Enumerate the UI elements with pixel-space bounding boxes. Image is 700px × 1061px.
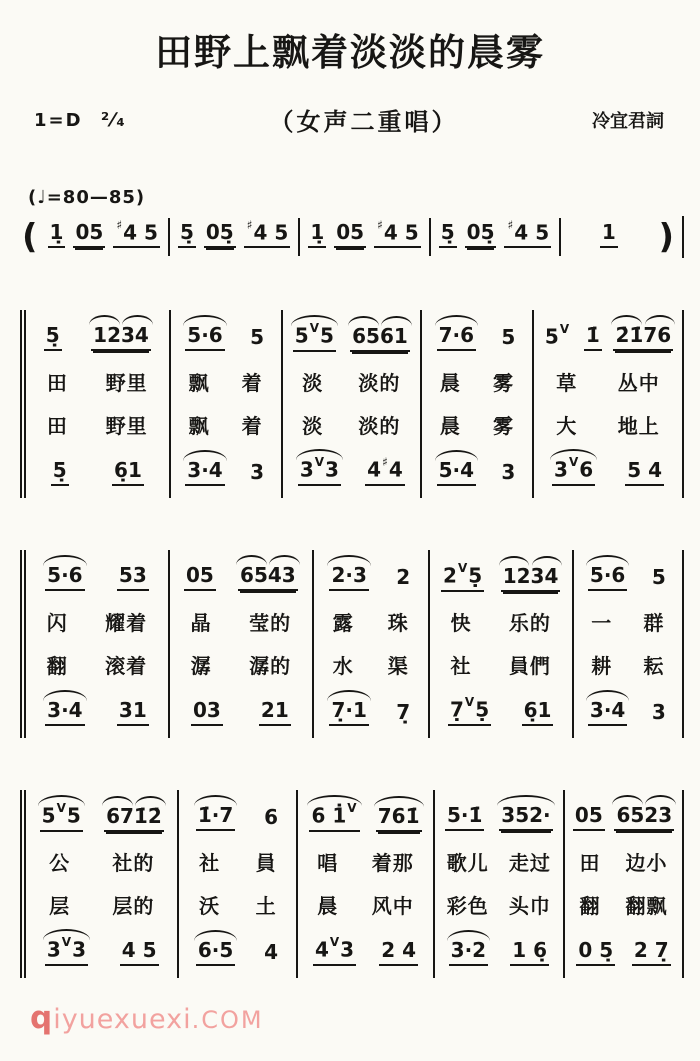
- voice1-notes: [180, 790, 295, 838]
- note-group: 5: [44, 325, 62, 351]
- lyrics-line2: [575, 645, 681, 684]
- lyric-word: 淡: [302, 413, 324, 438]
- measure: [179, 790, 298, 978]
- note-group: 05: [334, 222, 366, 248]
- lyric-word: 飘: [188, 371, 210, 395]
- breath-mark-icon: V: [347, 801, 357, 815]
- measure: [26, 790, 179, 978]
- note-group: 05: [573, 805, 605, 831]
- voice2-notes: [27, 448, 168, 498]
- sharp-sign-icon: ♯: [116, 217, 123, 232]
- note-group: 1234: [501, 566, 561, 592]
- lyric-word: 乐的: [508, 611, 551, 636]
- lyric-word: 耘: [643, 654, 665, 678]
- sharp-sign-icon: ♯: [246, 217, 253, 232]
- note-group: 761: [376, 806, 422, 832]
- measure: [26, 550, 170, 738]
- measure: [314, 550, 430, 738]
- note-group: $2^V5$: [441, 565, 484, 592]
- voice2-notes: [180, 928, 295, 978]
- key-label: 1=D: [34, 109, 83, 131]
- note-group: 1: [48, 222, 66, 248]
- note-group: 5·1: [445, 805, 484, 831]
- note-group: 3·4: [588, 700, 627, 726]
- voice1-notes: [431, 550, 571, 599]
- note-group: 5: [178, 222, 196, 248]
- lyrics-line2: [180, 885, 295, 924]
- note-group: 5: [651, 565, 666, 589]
- measure: [171, 310, 283, 498]
- note-group: 03: [191, 700, 223, 726]
- voice2-notes: [423, 448, 531, 498]
- lyric-word: 野里: [105, 371, 148, 395]
- voice2-notes: [172, 448, 280, 498]
- lyric-word: 晨: [439, 371, 461, 395]
- voice2-notes: [535, 447, 681, 498]
- lyrics-line1: [171, 602, 311, 641]
- intro-measures: [40, 218, 657, 257]
- lyric-word: 唱: [317, 851, 339, 876]
- voice1-notes: [171, 550, 311, 598]
- lyric-word: 淡: [302, 371, 324, 396]
- header-row: [34, 102, 664, 137]
- note-group: 05: [184, 565, 216, 591]
- note-group: 3·4: [185, 460, 224, 486]
- note-group: 5·6: [185, 325, 224, 351]
- note-group: $4^V3$: [313, 939, 356, 966]
- lyric-word: 土: [255, 894, 277, 918]
- intro-measure: [170, 218, 300, 257]
- note-group: 6 $1^V$: [309, 805, 359, 832]
- note-group: 5·4: [437, 460, 476, 486]
- lyrics-line1: [284, 362, 419, 401]
- voice2-notes: [575, 688, 681, 738]
- lyric-word: 雾: [492, 414, 514, 438]
- note-group: 6712: [104, 806, 164, 832]
- lyric-word: 渠: [387, 654, 409, 678]
- voice1-notes: [535, 310, 681, 358]
- measure: [283, 310, 422, 498]
- lyric-word: 淡的: [358, 413, 401, 438]
- lyric-word: 层: [49, 893, 71, 918]
- lyrics-line2: [172, 405, 280, 444]
- note-group: 7·6: [437, 325, 476, 351]
- note-group: 2·3: [329, 565, 368, 591]
- sharp-sign-icon: ♯: [507, 217, 514, 232]
- voice1-notes: [566, 790, 681, 838]
- note-group: 4: [264, 940, 278, 964]
- breath-mark-icon: V: [457, 561, 468, 575]
- lyric-word: 田: [46, 371, 68, 395]
- note-group: 5: [51, 460, 69, 486]
- note-group: 5 4: [625, 460, 664, 486]
- note-group: 0 5: [576, 940, 615, 966]
- lyric-word: 走过: [508, 851, 551, 875]
- breath-mark-icon: V: [61, 935, 72, 950]
- note-group: 1: [308, 222, 326, 248]
- note-group: $3^V3$: [298, 459, 341, 486]
- measure: [435, 790, 565, 978]
- note-group: 61: [522, 700, 554, 726]
- lyric-word: 晨: [439, 414, 461, 438]
- note-group: 05: [73, 222, 105, 248]
- voice1-notes: [172, 310, 280, 358]
- note-group: 2 4: [379, 940, 418, 966]
- intro-measure: [561, 218, 656, 256]
- voice1-notes: [299, 790, 431, 839]
- note-group: $3^V6$: [552, 459, 595, 486]
- lyric-word: 翻: [46, 654, 68, 678]
- lyric-word: 闪: [46, 611, 68, 635]
- note-group: 2176: [613, 325, 673, 351]
- lyric-word: 露: [332, 611, 354, 635]
- intro-measure: [40, 218, 170, 257]
- lyric-word: 草: [556, 370, 578, 395]
- lyrics-line2: [535, 405, 681, 444]
- lyrics-line2: [171, 645, 311, 684]
- note-group: 31: [117, 700, 149, 726]
- lyric-word: 风中: [371, 893, 414, 918]
- lyrics-line2: [27, 885, 176, 924]
- lyrics-line1: [180, 842, 295, 881]
- intro-measure: [431, 218, 561, 257]
- voice2-notes: [299, 927, 431, 978]
- lyric-word: 沃: [199, 894, 221, 918]
- note-group: $7^V5$: [448, 699, 491, 726]
- sharp-sign-icon: ♯: [382, 455, 388, 470]
- note-group: 21: [259, 700, 291, 726]
- note-group: 05: [204, 222, 236, 248]
- voice2-notes: [436, 928, 562, 978]
- lyrics-line1: [436, 842, 562, 881]
- note-group: 1: [584, 325, 602, 351]
- lyric-word: 社的: [112, 851, 155, 876]
- music-system: [20, 550, 684, 738]
- lyric-word: 头巾: [508, 894, 551, 918]
- voice1-notes: [436, 790, 562, 838]
- close-paren: ): [658, 217, 674, 257]
- voice1-notes: [575, 550, 681, 598]
- note-group: $3^V3$: [45, 939, 88, 966]
- measure: [298, 790, 434, 978]
- lyric-word: 耕: [591, 654, 613, 678]
- measure: [565, 790, 684, 978]
- note-group: 53: [117, 565, 149, 591]
- lyrics-line2: [27, 645, 167, 684]
- note-group: 3·4: [45, 700, 84, 726]
- measure: [534, 310, 684, 498]
- lyric-word: 层的: [112, 893, 155, 918]
- lyric-word: 地上: [617, 413, 660, 438]
- lyric-word: 滚着: [105, 654, 148, 678]
- breath-mark-icon: V: [568, 455, 579, 470]
- lyric-word: 野里: [105, 414, 148, 438]
- lyric-word: 莹的: [249, 611, 292, 635]
- sharp-sign-icon: ♯: [377, 217, 383, 232]
- voice1-notes: [27, 790, 176, 839]
- note-group: 3: [250, 460, 265, 484]
- final-barline-icon: [682, 216, 684, 258]
- watermark-domain: .COM: [191, 1006, 264, 1034]
- lyric-word: 社: [450, 653, 472, 678]
- lyric-word: 群: [643, 611, 665, 635]
- note-group: 05: [465, 222, 497, 248]
- voice2-notes: [315, 688, 427, 738]
- watermark-initial: q: [30, 1000, 54, 1036]
- note-group: 4 5: [120, 940, 159, 966]
- lyric-word: 晶: [190, 611, 212, 635]
- note-group: 6523: [614, 805, 674, 831]
- voice2-notes: [27, 927, 176, 978]
- note-group: 7·1: [329, 700, 368, 726]
- note-group: 3: [501, 460, 516, 484]
- lyricist-credit: 冷宜君詞: [592, 110, 664, 132]
- lyric-word: 大: [556, 413, 578, 438]
- note-group: ♯4 5: [374, 222, 421, 249]
- note-group: 6543: [238, 565, 298, 591]
- voice2-notes: [27, 688, 167, 738]
- lyrics-line2: [315, 645, 427, 684]
- note-group: 5·6: [45, 565, 84, 591]
- subtitle: （女声二重唱）: [269, 108, 459, 136]
- breath-mark-icon: V: [559, 322, 570, 337]
- lyrics-line2: [436, 885, 562, 924]
- measure: [170, 550, 314, 738]
- note-group: 3·2: [449, 940, 488, 966]
- time-signature: ²⁄₄: [100, 108, 127, 131]
- lyric-word: 快: [450, 611, 472, 636]
- lyric-word: 一: [591, 611, 613, 635]
- lyrics-line1: [315, 602, 427, 641]
- lyric-word: 翻: [579, 894, 601, 918]
- note-group: 1: [600, 222, 618, 248]
- breath-mark-icon: V: [314, 455, 325, 470]
- note-group: 352·: [499, 805, 552, 831]
- measure: [26, 310, 171, 498]
- lyric-word: 田: [579, 851, 601, 875]
- music-system: [20, 790, 684, 978]
- lyric-word: 社: [199, 851, 221, 875]
- lyric-word: 着: [241, 414, 263, 438]
- lyrics-line1: [575, 602, 681, 641]
- measure: [422, 310, 534, 498]
- lyrics-line2: [27, 405, 168, 444]
- note-group: 7: [396, 700, 411, 724]
- voice1-notes: [284, 310, 419, 359]
- watermark-text: iyuexuexi: [53, 1004, 192, 1035]
- measure: [430, 550, 574, 738]
- lyric-word: 水: [332, 654, 354, 678]
- lyric-word: 潺的: [249, 654, 292, 678]
- note-group: 5: [501, 325, 516, 349]
- lyric-word: 雾: [492, 371, 514, 395]
- music-systems: [0, 310, 700, 978]
- intro-measure: [300, 218, 430, 257]
- note-group: 6·5: [196, 940, 235, 966]
- voice1-notes: [315, 550, 427, 598]
- lyric-word: 公: [49, 851, 71, 876]
- lyrics-line2: [566, 885, 681, 924]
- lyric-word: 着: [241, 371, 263, 395]
- note-group: 2 7: [632, 940, 671, 966]
- lyric-word: 翻飘: [625, 894, 668, 918]
- open-paren: (: [22, 217, 38, 257]
- note-group: 1234: [91, 325, 151, 351]
- note-group: 5: [250, 325, 265, 349]
- lyrics-line2: [431, 645, 571, 684]
- note-group: ♯4 5: [504, 222, 551, 249]
- song-title: 田野上飘着淡淡的晨雾: [155, 31, 545, 74]
- key-signature: [34, 109, 194, 131]
- voice2-notes: [284, 447, 419, 498]
- note-group: 5: [439, 222, 457, 248]
- lyrics-line1: [27, 602, 167, 641]
- lyric-word: 彩色: [446, 894, 489, 918]
- lyrics-line2: [299, 885, 431, 924]
- breath-mark-icon: V: [464, 695, 475, 710]
- lyric-word: 耀着: [105, 611, 148, 635]
- note-group: 6: [264, 805, 278, 829]
- lyrics-line1: [535, 362, 681, 401]
- note-group: 3: [651, 700, 666, 724]
- lyric-word: 晨: [317, 893, 339, 918]
- lyric-word: 飘: [188, 414, 210, 438]
- breath-mark-icon: V: [56, 801, 66, 815]
- lyric-word: 珠: [387, 611, 409, 635]
- lyrics-line1: [566, 842, 681, 881]
- note-group: $5^V5$: [293, 325, 336, 352]
- voice2-notes: [171, 688, 311, 738]
- note-group: ♯4 5: [244, 222, 291, 249]
- note-group: ♯4 5: [113, 222, 160, 249]
- breath-mark-icon: V: [329, 935, 340, 950]
- lyric-word: 边小: [625, 851, 668, 875]
- note-group: 61: [112, 460, 144, 486]
- intro-line: [20, 216, 684, 258]
- note-group: 6561: [350, 326, 410, 352]
- lyric-word: 着那: [371, 851, 414, 876]
- voice2-notes: [566, 928, 681, 978]
- measure: [574, 550, 684, 738]
- voice2-notes: [431, 687, 571, 738]
- note-group: 4♯4: [365, 459, 405, 486]
- tempo-marking: (♩=80—85): [28, 187, 146, 208]
- lyric-word: 田: [46, 414, 68, 438]
- lyric-word: 丛中: [617, 370, 660, 395]
- lyrics-line2: [423, 405, 531, 444]
- lyrics-line1: [423, 362, 531, 401]
- note-group: 1 6: [510, 940, 549, 966]
- lyrics-line1: [27, 842, 176, 881]
- lyric-word: 潺: [190, 654, 212, 678]
- breath-mark-icon: V: [309, 321, 320, 335]
- lyrics-line1: [299, 842, 431, 881]
- voice1-notes: [27, 310, 168, 358]
- voice1-notes: [27, 550, 167, 598]
- lyric-word: 員們: [508, 653, 551, 678]
- note-group: 5·6: [588, 565, 627, 591]
- note-group: $5^V5$: [40, 805, 83, 832]
- note-group: $5^V$: [544, 322, 570, 349]
- note-group: 1·7: [196, 805, 235, 831]
- music-system: [20, 310, 684, 498]
- note-group: 2: [396, 565, 411, 589]
- lyrics-line1: [172, 362, 280, 401]
- voice1-notes: [423, 310, 531, 358]
- lyrics-line1: [431, 602, 571, 641]
- lyrics-line1: [27, 362, 168, 401]
- lyrics-line2: [284, 405, 419, 444]
- watermark: [30, 1000, 264, 1036]
- lyric-word: 員: [255, 851, 277, 875]
- lyric-word: 歌儿: [446, 851, 489, 875]
- lyric-word: 淡的: [358, 371, 401, 396]
